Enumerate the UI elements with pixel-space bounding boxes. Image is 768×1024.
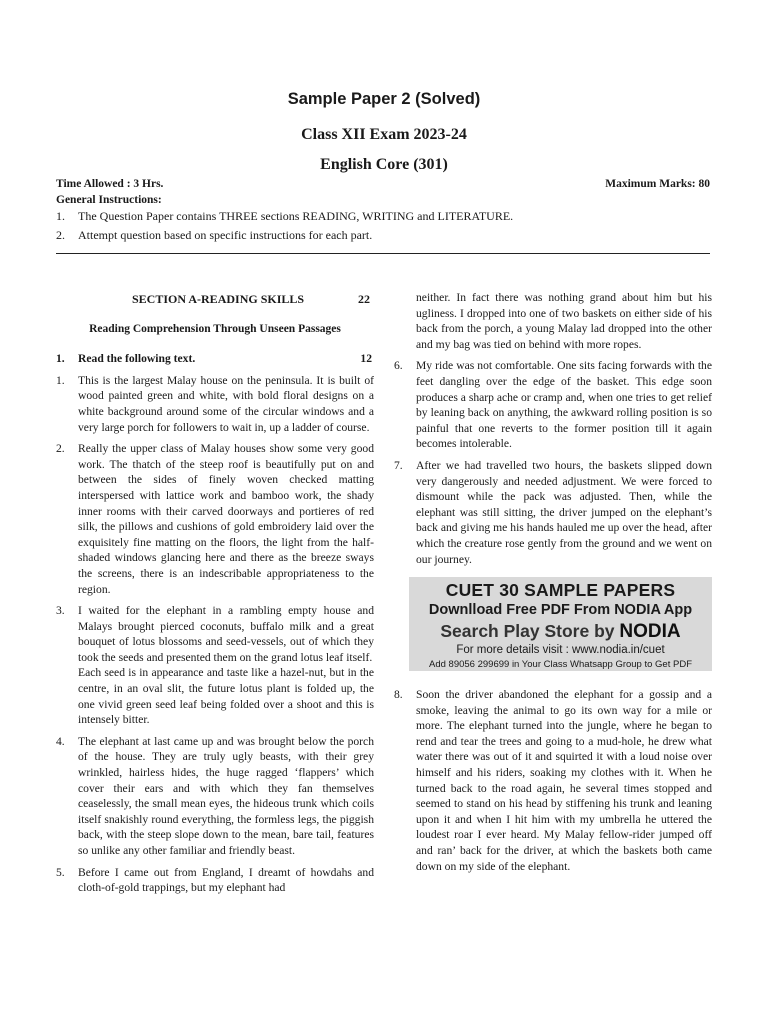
max-marks: Maximum Marks: 80 [605, 178, 710, 190]
left-column [56, 292, 374, 902]
subject-title: English Core (301) [320, 156, 448, 173]
advertisement-banner[interactable] [409, 577, 712, 671]
section-subtitle: Reading Comprehension Through Unseen Passages [89, 322, 341, 335]
paragraph [56, 441, 374, 597]
paragraph [56, 865, 374, 896]
paragraph [56, 373, 374, 435]
paragraph [394, 458, 712, 567]
meta-row [56, 178, 710, 190]
paragraph-number: 1. [56, 373, 65, 387]
paragraph-text: Each seed is in appearance and taste like a hazel-nut, but in the centre, in an oval slit, the future lotus plant is folded up, the one vivid green seed leaf being folded over a shoot and this is intensely bitter. [78, 666, 374, 727]
paragraph-text: Before I came out from England, I dreamt of howdahs and cloth-of-gold trappings, but my elephant had [78, 865, 374, 895]
paragraph-number: 3. [56, 604, 65, 618]
ad-headline: CUET 30 SAMPLE PAPERS [445, 580, 676, 601]
paragraph-number: 5. [56, 865, 65, 879]
paragraph-text: The elephant at last came up and was brought below the porch of the house. They are truly ugly beasts, with their grey wrinkled, hairless hides, the huge ragged ‘flappers’ which cover their ears and with which they fan themselves ceaselessly, the small mean eyes, the hideous trunk which coils itself snakishly round everything, the formless legs, the piggish back, with the steep slope down to the mean, bare tail, features so unlike any other familiar and friendly beast. [78, 734, 374, 857]
right-column [394, 290, 712, 880]
paragraph-text: After we had travelled two hours, the baskets slipped down very dangerously and needed adjustment. We were forced to dismount while the pack was adjusted. Then, while the elephant was still sitting, the driver jumped on the elephant’s back and giving me his hands hauled me up over the head, after which the creature rose gently from the ground and we went on our journey. [416, 458, 712, 566]
instruction-text: The Question Paper contains THREE sections READING, WRITING and LITERATURE. [78, 209, 514, 223]
time-allowed: Time Allowed : 3 Hrs. [56, 178, 164, 190]
ad-search-text [413, 620, 708, 643]
paragraph [56, 734, 374, 859]
paragraph-number: 6. [394, 359, 403, 373]
paper-title: Sample Paper 2 (Solved) [287, 90, 481, 108]
paragraph-continuation: neither. In fact there was nothing grand about him but his ugliness. I dropped into one of two baskets on either side of his back from the porch, a young Malay lad dropped into the other and my bag was tied on behind with more ropes. [416, 291, 712, 351]
general-instructions-heading: General Instructions: [56, 194, 162, 206]
instruction-text: Attempt question based on specific instructions for each part. [78, 228, 373, 242]
paragraph-text: I waited for the elephant in a rambling empty house and Malays brought pierced coconuts, buffalo milk and a great bouquet of lotus blossoms and seed-vessels, out of which they took the seeds and presented them on the grand lotus leaf itself. [78, 604, 374, 664]
question-number: 1. [56, 352, 65, 366]
paragraph-number: 4. [56, 734, 65, 748]
instruction-item [56, 209, 710, 224]
paragraph-number [56, 665, 78, 727]
question-text: Read the following text. [78, 352, 196, 366]
paragraph-text: My ride was not comfortable. One sits facing forwards with the feet dangling over the edge of the basket. This edge soon produces a sharp ache or cramp and, when one tries to get relief by leaning back on anything, the awkward rolling position is so painful that one reverts to the former position till it again becomes intolerable. [416, 359, 712, 451]
ad-brand: NODIA [619, 621, 681, 643]
section-title: SECTION A-READING SKILLS [132, 292, 305, 306]
section-marks: 22 [358, 292, 370, 306]
paragraph-text: Really the upper class of Malay houses show some very good work. The thatch of the steep roof is beautifully put on and between the sides of finely woven checked matting interspersed with lattice work and bamboo work, the shady inner rooms with their carved doorways and portieres of red silk, the pillows and cushions of gold embroidery laid over the exquisitely fine matting on the floors, the light from the half-shaded windows glancing here and there as the breeze sways the screens, there is an indescribable appropriateness to the region. [78, 442, 374, 596]
exam-title: Class XII Exam 2023-24 [301, 126, 467, 143]
question-heading [56, 351, 374, 367]
ad-search-label: Search Play Store by [440, 621, 615, 642]
instruction-number: 2. [56, 228, 65, 242]
paragraph-number: 2. [56, 442, 65, 456]
paragraph [56, 603, 374, 665]
paragraph-text: This is the largest Malay house on the peninsula. It is built of wood painted green and white, with bold floral designs on a white background around some of the circular windows and a very large porch for followers to wait in, up a ladder of course. [78, 373, 374, 434]
ad-download-text: Downlload Free PDF From NODIA App [428, 602, 693, 619]
instruction-number: 1. [56, 209, 65, 223]
instruction-item [56, 228, 710, 243]
paragraph-text: Soon the driver abandoned the elephant for a gossip and a smoke, leaving the animal to go its own way for a mile or more. The elephant turned into the jungle, where he began to rend and tear the trees and going to a mud-hole, he drew what water there was out of it and squirted it with a loud noise over himself and his riders, soaking my clothes with it. When he turned back to the road again, he several times stopped and seemed to stand on his head by stiffening his trunk and leaning upon it and when I hit him with my umbrella he uttered the loudest roar I ever heard. My Malay fellow-rider jumped off and ran’ back for the driver, at which the baskets both came down on my side of the elephant. [416, 688, 712, 873]
section-heading [56, 292, 374, 308]
divider [56, 253, 710, 254]
ad-details-link[interactable]: For more details visit : www.nodia.in/cuet [456, 644, 665, 657]
paragraph-number: 8. [394, 688, 403, 702]
paragraph-number: 7. [394, 458, 403, 472]
paragraph [394, 687, 712, 874]
paragraph [56, 665, 374, 727]
paragraph [394, 358, 712, 452]
ad-whatsapp-note: Add 89056 299699 in Your Class Whatsapp Group to Get PDF [429, 659, 692, 671]
question-marks: 12 [360, 352, 372, 366]
